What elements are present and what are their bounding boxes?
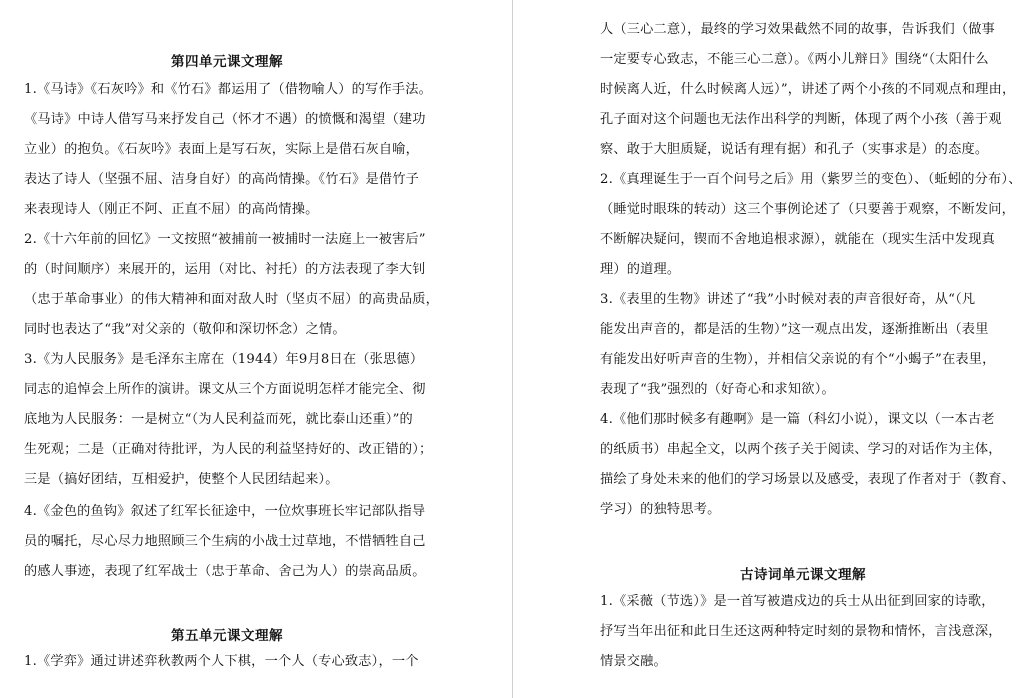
text-line: 1.《学弈》通过讲述弈秋教两个人下棋，一个人（专心致志），一个 [24, 654, 419, 669]
page-divider [512, 0, 513, 698]
text-line: 抒写当年出征和此日生还这两种特定时刻的景物和情怀，言浅意深， [600, 624, 1002, 639]
section-heading-unit4: 第四单元课文理解 [171, 54, 283, 70]
section-heading-unit5: 第五单元课文理解 [171, 628, 283, 644]
text-line: 2.《十六年前的回忆》一文按照“被捕前一被捕时一法庭上一被害后” [24, 232, 426, 247]
text-line: 生死观；二是（正确对待批评，为人民的利益坚持好的、改正错的）； [24, 442, 433, 457]
text-line: 人（三心二意），最终的学习效果截然不同的故事，告诉我们（做事 [600, 22, 996, 37]
text-line: 情景交融。 [600, 654, 667, 669]
text-line: 能发出声音的，都是活的生物）”这一观点出发，逐渐推断出（表里 [600, 322, 989, 337]
text-line: 2.《真理诞生于一百个问号之后》用（紫罗兰的变色）、（蚯蚓的分布）、 [600, 172, 1022, 187]
text-line: 时候离人近，什么时候离人远）”，讲述了两个小孩的不同观点和理由， [600, 82, 1016, 97]
text-line: 3.《为人民服务》是毛泽东主席在（1944）年9月8日在（张思德） [24, 352, 424, 367]
text-line: 孔子面对这个问题也无法作出科学的判断，体现了两个小孩（善于观 [600, 112, 1002, 127]
text-line: 学习）的独特思考。 [600, 502, 721, 517]
text-line: （忠于革命事业）的伟大精神和面对敌人时（坚贞不屈）的高贵品质， [24, 292, 440, 307]
text-line: 表达了诗人（坚强不屈、洁身自好）的高尚情操。《竹石》是借竹子 [24, 172, 420, 187]
section-heading-ancient-poetry: 古诗词单元课文理解 [740, 567, 866, 583]
text-line: 的纸质书）串起全文，以两个孩子关于阅读、学习的对话作为主体， [600, 442, 1002, 457]
text-line: 察、敢于大胆质疑，说话有理有据）和孔子（实事求是）的态度。 [600, 142, 989, 157]
text-line: （睡觉时眼珠的转动）这三个事例论述了（只要善于观察，不断发问， [600, 202, 1016, 217]
text-line: 同志的追悼会上所作的演讲。课文从三个方面说明怎样才能完全、彻 [24, 382, 426, 397]
text-line: 描绘了身处未来的他们的学习场景以及感受，表现了作者对于（教育、 [600, 472, 1016, 487]
text-line: 来表现诗人（刚正不阿、正直不屈）的高尚情操。 [24, 202, 319, 217]
text-line: 员的嘱托，尽心尽力地照顾三个生病的小战士过草地，不惜牺牲自己 [24, 534, 426, 549]
text-line: 4.《他们那时候多有趣啊》是一篇（科幻小说），课文以（一本古老 [600, 412, 995, 427]
text-line: 理）的道理。 [600, 262, 681, 277]
text-line: 同时也表达了“我”对父亲的（敬仰和深切怀念）之情。 [24, 322, 346, 337]
text-line: 4.《金色的鱼钩》叙述了红军长征途中，一位炊事班长牢记部队指导 [24, 504, 426, 519]
text-line: 3.《表里的生物》讲述了“我”小时候对表的声音很好奇，从“（凡 [600, 292, 976, 307]
text-line: 1.《马诗》《石灰吟》和《竹石》都运用了（借物喻人）的写作手法。 [24, 82, 433, 97]
text-line: 三是（搞好团结，互相爱护，使整个人民团结起来）。 [24, 472, 339, 487]
text-line: 底地为人民服务：一是树立“（为人民利益而死，就比泰山还重）”的 [24, 412, 413, 427]
text-line: 有能发出好听声音的生物），并相信父亲说的有个“小蝎子”在表里， [600, 352, 996, 367]
text-line: 1.《采薇（节选）》是一首写被遣戍边的兵士从出征到回家的诗歌， [600, 594, 995, 609]
text-line: 的感人事迹，表现了红军战士（忠于革命、舍己为人）的崇高品质。 [24, 564, 426, 579]
text-line: 的（时间顺序）来展开的，运用（对比、衬托）的方法表现了李大钊 [24, 262, 426, 277]
text-line: 表现了“我”强烈的（好奇心和求知欲）。 [600, 382, 835, 397]
text-line: 《马诗》中诗人借写马来抒发自己（怀才不遇）的愤慨和渴望（建功 [24, 112, 426, 127]
text-line: 立业）的抱负。《石灰吟》表面上是写石灰，实际上是借石灰自喻， [24, 142, 420, 157]
text-line: 一定要专心致志，不能三心二意）。《两小儿辩日》围绕“（太阳什么 [600, 52, 989, 67]
text-line: 不断解决疑问，锲而不舍地追根求源），就能在（现实生活中发现真 [600, 232, 996, 247]
